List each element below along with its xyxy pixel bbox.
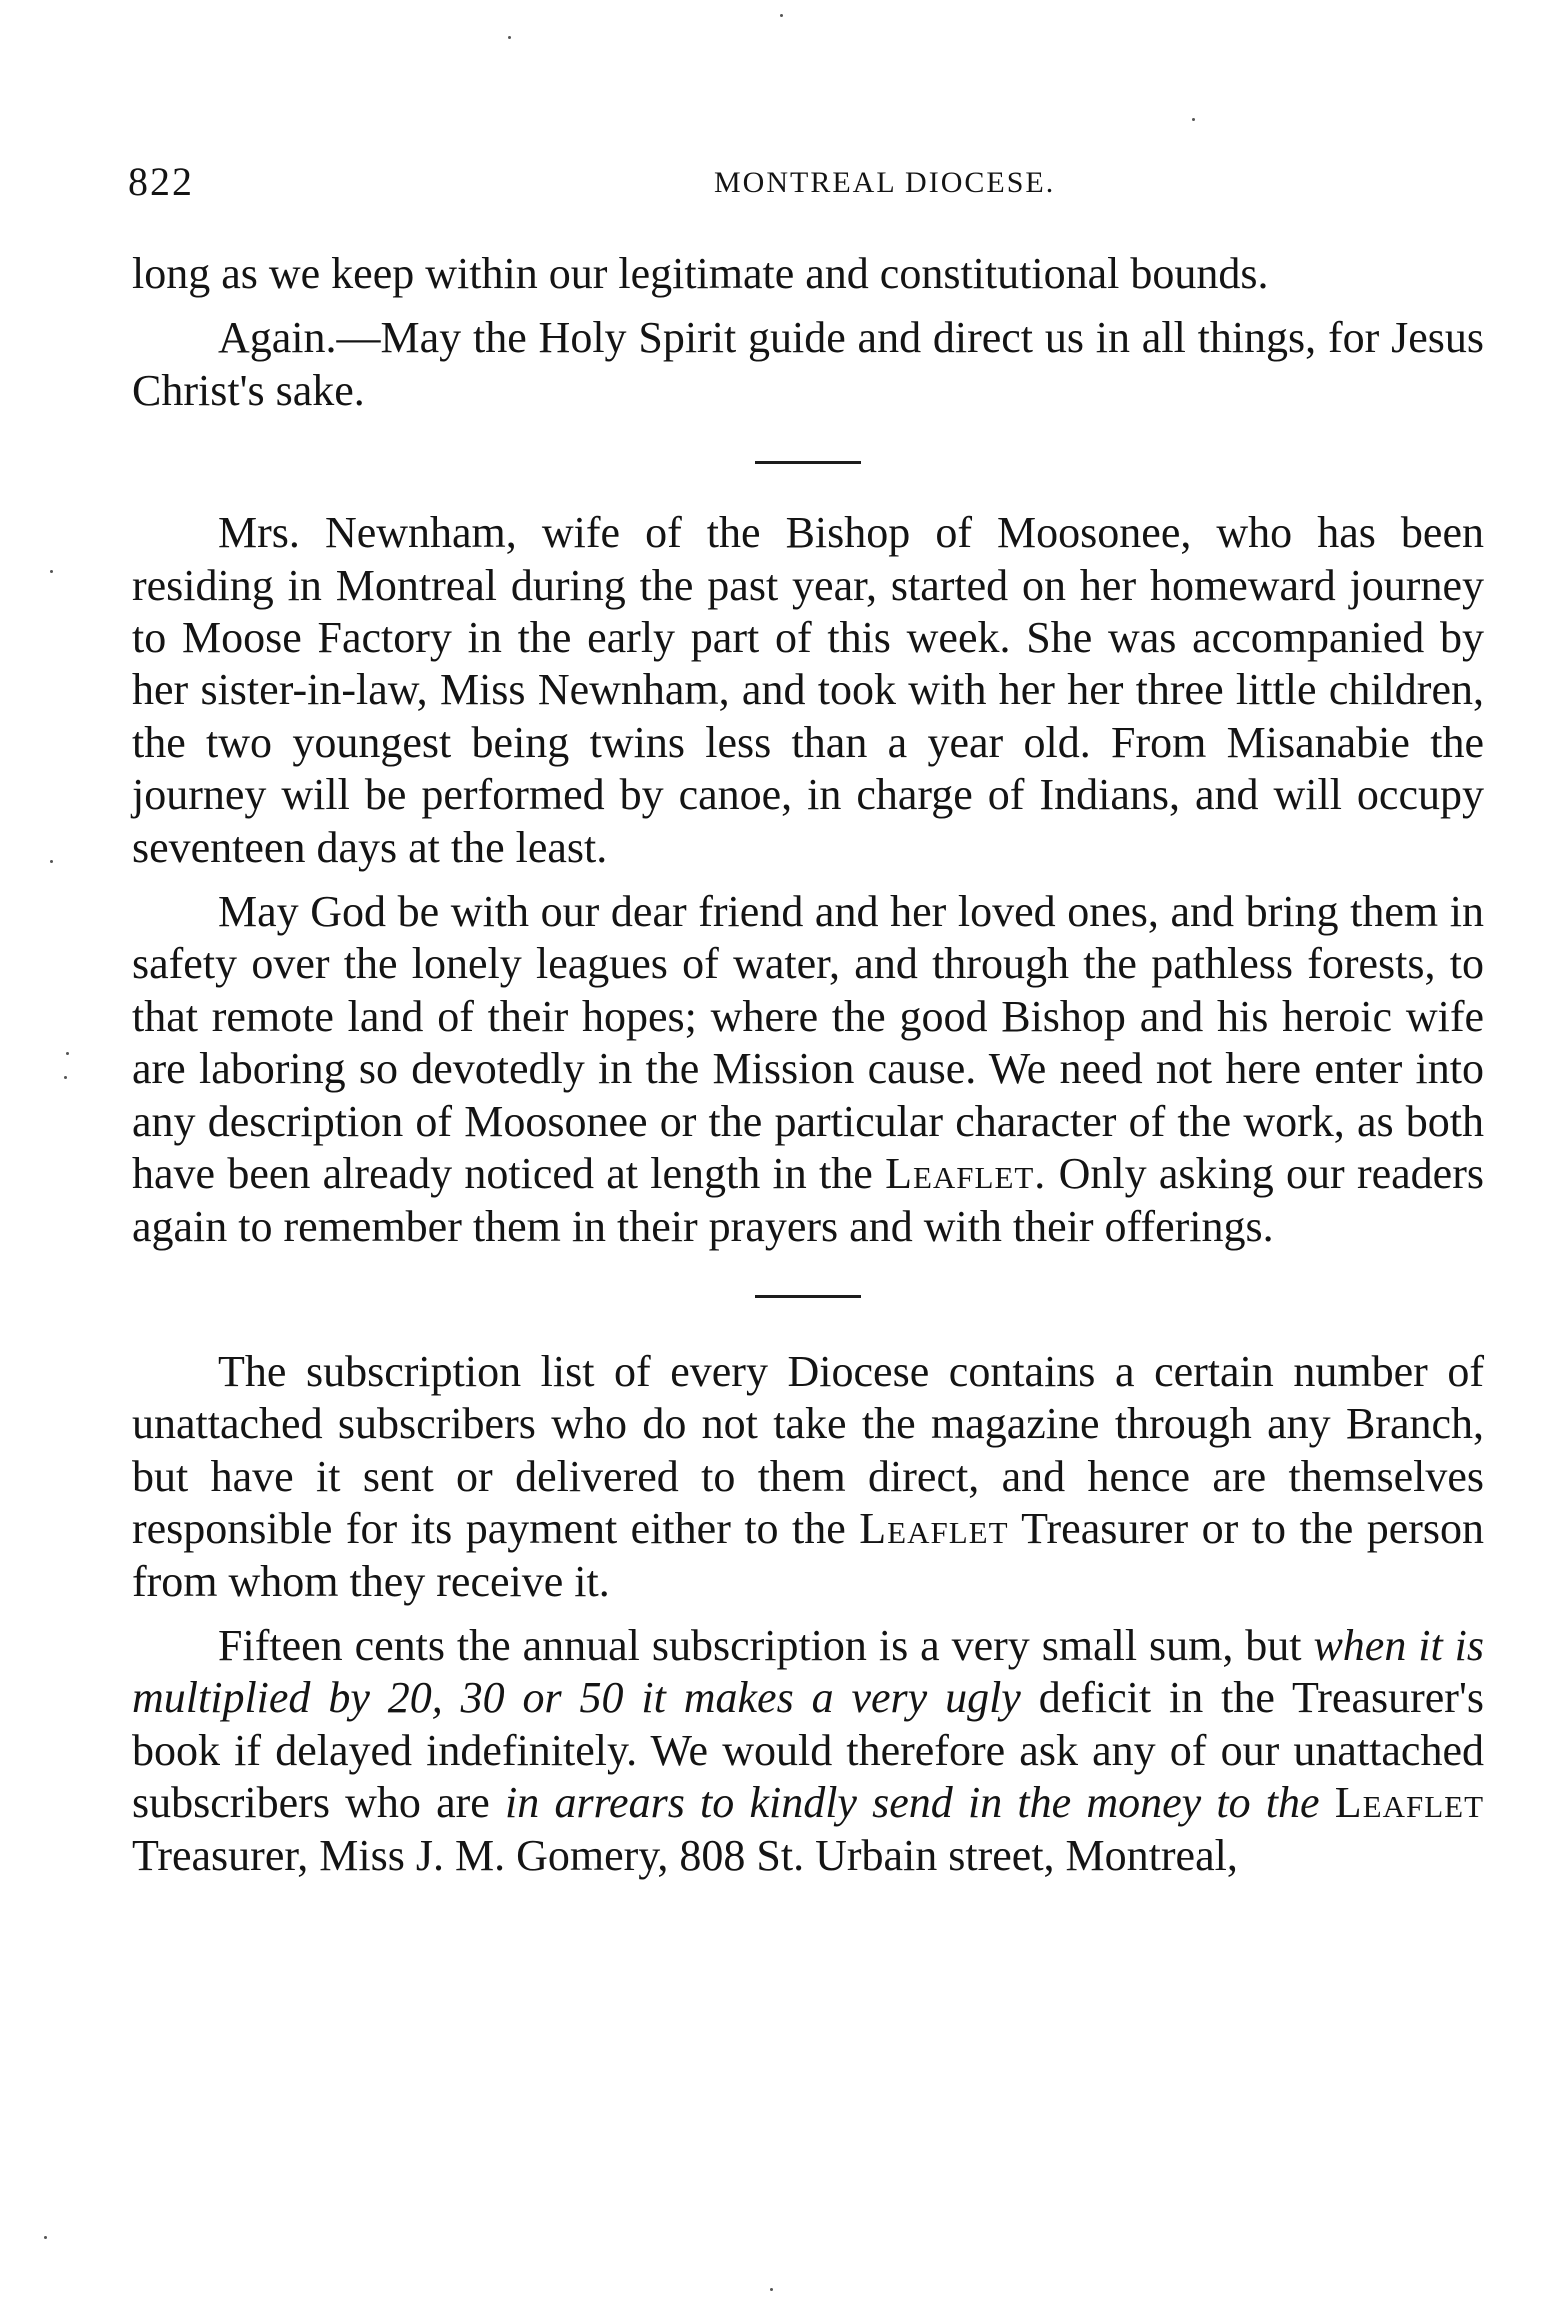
paragraph-text: The subscription list of every Diocese contains a certain number of unattached subscribers who do not take the magazine through any Branch, but have it sent or delivered to them direct, and hence are themselves responsible for its payment either to the bbox=[132, 1346, 1484, 1554]
print-speck bbox=[64, 1076, 67, 1079]
paragraph-text: Treasurer, Miss J. M. Gomery, 808 St. Urbain street, Montreal, bbox=[132, 1830, 1238, 1880]
print-speck bbox=[66, 1052, 69, 1055]
leaflet-title: Leaflet bbox=[859, 1504, 1009, 1554]
leaflet-title: Leaflet. bbox=[885, 1149, 1047, 1199]
italic-text: when it is multiplied by 20, 30 or 50 it makes a very ugly bbox=[132, 1620, 1484, 1723]
paragraph-prayer: Again.—May the Holy Spirit guide and direct us in all things, for Jesus Christ's sake. bbox=[132, 313, 1484, 415]
print-speck bbox=[508, 36, 511, 39]
paragraph-text: May God be with our dear friend and her loved ones, and bring them in safety over the lonely leagues of water, and through the pathless forests, to that remote land of their hopes; where the good Bishop and his heroic wife are laboring so devotedly in the Mission cause. We need not here enter into any description of Moosonee or the particular character of the work, as both have been already noticed at length in the bbox=[132, 887, 1484, 1199]
paragraph-arrears bbox=[132, 1620, 1484, 1882]
body-text bbox=[132, 248, 1484, 1882]
paragraph-blessing bbox=[132, 886, 1484, 1253]
paragraph-text: Treasurer or to the person from whom they receive it. bbox=[132, 1504, 1485, 1606]
print-speck bbox=[44, 2236, 47, 2239]
print-speck bbox=[780, 14, 783, 17]
paragraph-text: deficit in the Treasurer's book if delayed indefinitely. We would therefore ask any of our unattached subscribers who are bbox=[132, 1673, 1484, 1828]
paragraph-newnham-journey: Mrs. Newnham, wife of the Bishop of Moosonee, who has been residing in Montreal during the past year, started on her homeward journey to Moose Factory in the early part of this week. She was accompanied by her sister-in-law, Miss Newnham, and took with her her three little children, the two youngest being twins less than a year old. From Misanabie the journey will be performed by canoe, in charge of Indians, and will occupy seventeen days at the least. bbox=[132, 508, 1484, 872]
page-number: 822 bbox=[128, 159, 194, 204]
print-speck bbox=[50, 860, 53, 863]
italic-text: in arrears to kindly send in the money to the bbox=[505, 1778, 1320, 1828]
print-speck bbox=[770, 2288, 773, 2291]
section-divider bbox=[755, 461, 861, 464]
paragraph-continuation: long as we keep within our legitimate and constitutional bounds. bbox=[132, 249, 1269, 298]
paragraph-text bbox=[1320, 1778, 1335, 1827]
section-divider bbox=[755, 1295, 861, 1298]
running-head: MONTREAL DIOCESE. bbox=[714, 166, 1056, 199]
print-speck bbox=[50, 570, 53, 573]
leaflet-title: Leaflet bbox=[1334, 1778, 1485, 1828]
page-header bbox=[128, 158, 1480, 208]
paragraph-subscription-list bbox=[132, 1346, 1484, 1608]
paragraph-text: Only asking our readers again to remember them in their prayers and with their offerings. bbox=[132, 1149, 1484, 1251]
print-speck bbox=[1192, 118, 1195, 121]
paragraph-text: Fifteen cents the annual subscription is a very small sum, but bbox=[218, 1620, 1314, 1670]
